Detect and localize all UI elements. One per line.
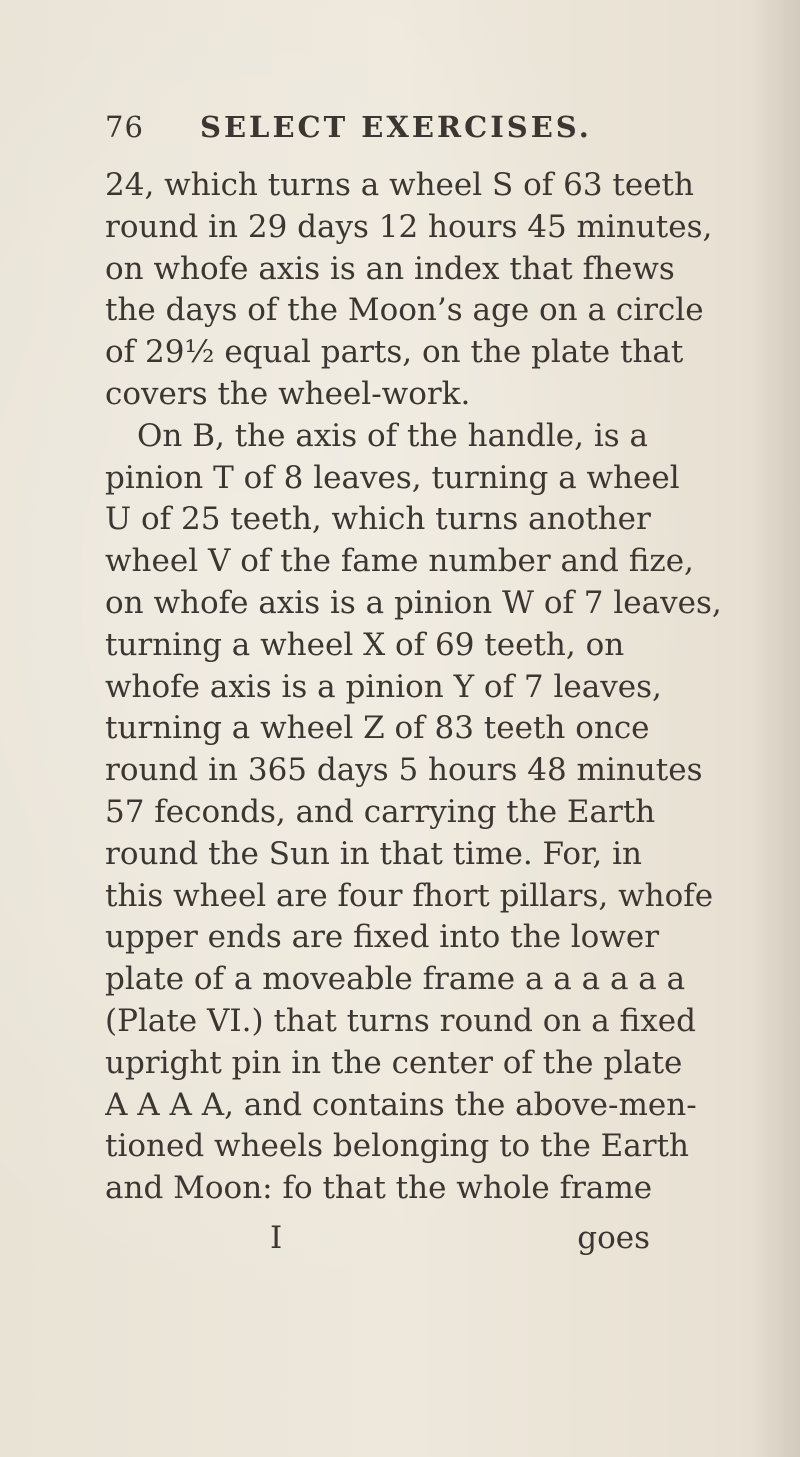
text-line: round the Sun in that time. For, in: [105, 835, 643, 872]
page-footer: [270, 1217, 650, 1259]
text-line: round in 365 days 5 hours 48 minutes: [105, 752, 703, 789]
text-line: round in 29 days 12 hours 45 minutes,: [105, 208, 713, 245]
text-line: upper ends are fixed into the lower: [105, 919, 660, 956]
text-line: 57 feconds, and carrying the Earth: [105, 793, 656, 830]
text-line: on whofe axis is an index that fhews: [105, 250, 675, 287]
text-line: pinion T of 8 leaves, turning a wheel: [105, 459, 680, 496]
text-line: upright pin in the center of the plate: [105, 1044, 683, 1081]
text-line: wheel V of the fame number and fize,: [105, 543, 694, 580]
body-text: [105, 165, 755, 1210]
page-number: 76: [105, 110, 144, 144]
text-line: A A A A, and contains the above-men-: [105, 1086, 697, 1123]
page-header: [105, 110, 665, 150]
text-line: the days of the Moon’s age on a circle: [105, 292, 704, 329]
text-line: this wheel are four fhort pillars, whofe: [105, 877, 714, 914]
text-line: whofe axis is a pinion Y of 7 leaves,: [105, 668, 662, 705]
text-line: tioned wheels belonging to the Earth: [105, 1128, 690, 1165]
text-line: on whofe axis is a pinion W of 7 leaves,: [105, 584, 722, 621]
text-line: U of 25 teeth, which turns another: [105, 501, 651, 538]
text-line: turning a wheel X of 69 teeth, on: [105, 626, 625, 663]
text-line: turning a wheel Z of 83 teeth once: [105, 710, 650, 747]
text-line: of 29½ equal parts, on the plate that: [105, 334, 684, 371]
text-line: (Plate VI.) that turns round on a fixed: [105, 1002, 696, 1039]
text-line: and Moon: fo that the whole frame: [105, 1170, 653, 1207]
signature-mark: I: [270, 1220, 283, 1256]
page-edge-shadow: [750, 0, 800, 1457]
text-line: covers the wheel-work.: [105, 375, 471, 412]
running-head: SELECT EXERCISES.: [200, 110, 592, 144]
text-line-paragraph-start: On B, the axis of the handle, is a: [137, 417, 648, 454]
catchword: goes: [577, 1220, 650, 1256]
text-line: 24, which turns a wheel S of 63 teeth: [105, 167, 694, 203]
text-line: plate of a moveable frame a a a a a a: [105, 961, 686, 998]
